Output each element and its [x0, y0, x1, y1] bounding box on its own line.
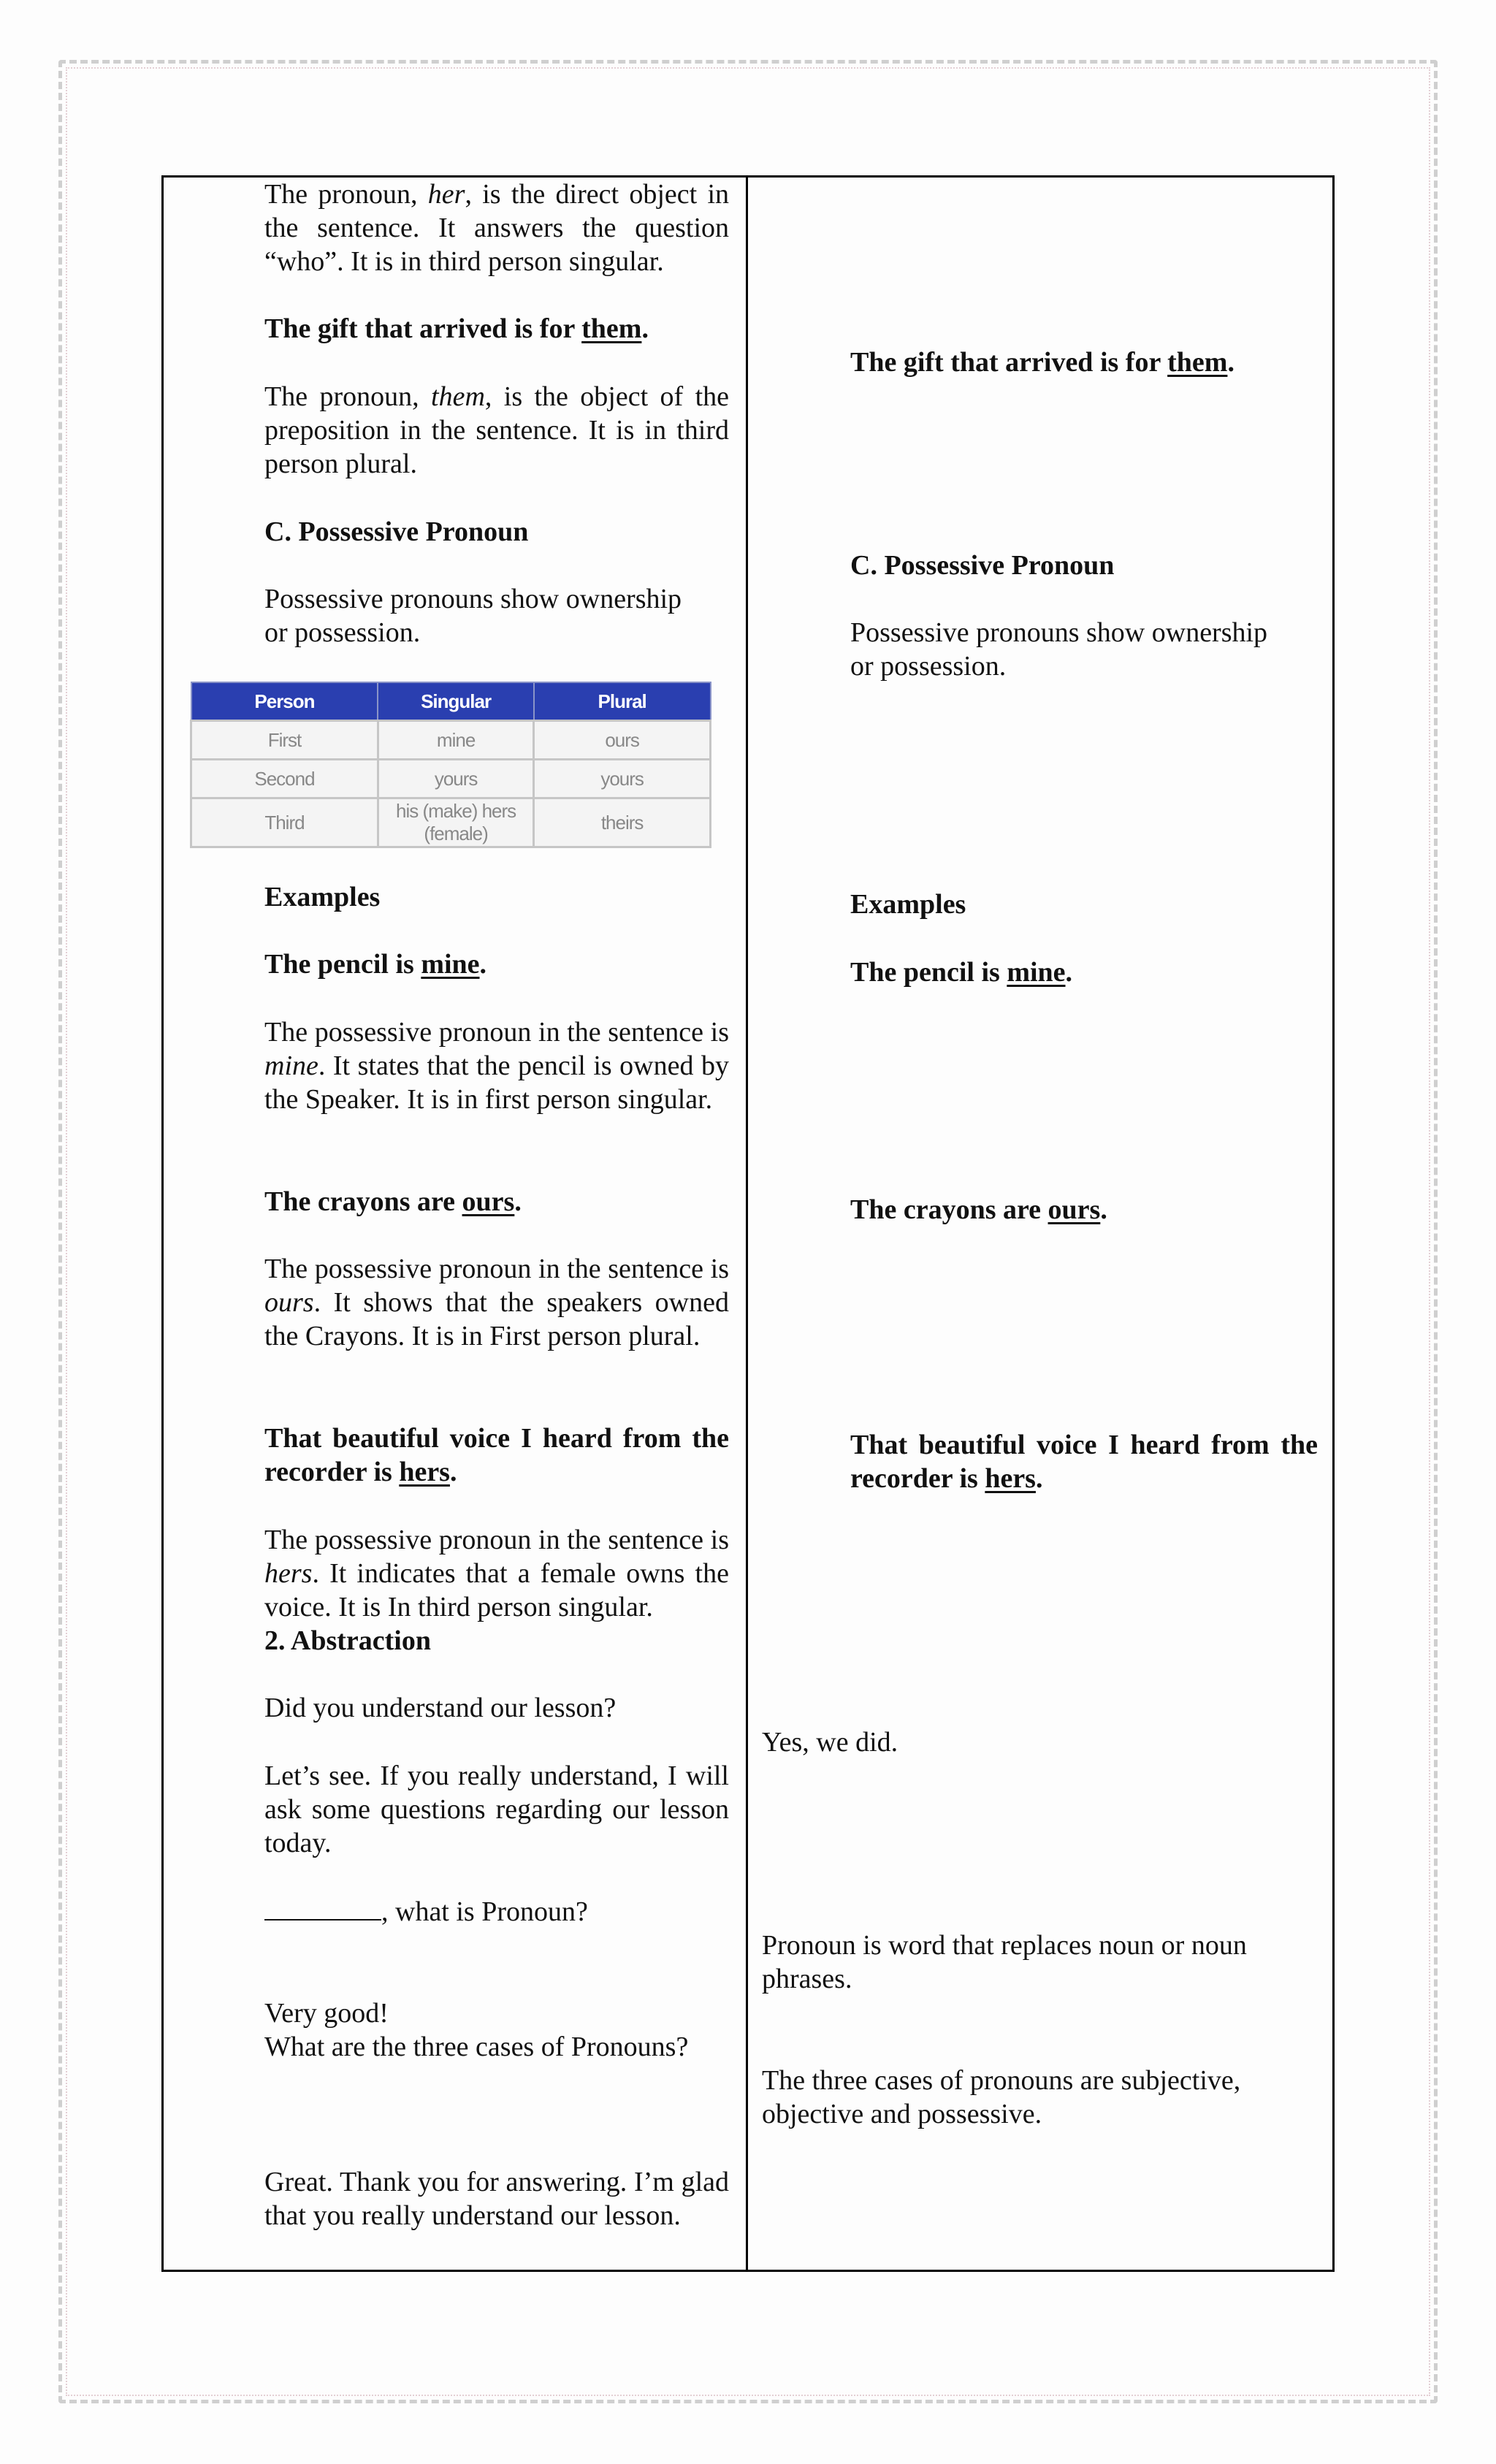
table-row [191, 760, 711, 798]
pencil-example-right: The pencil is mine. [850, 957, 1073, 988]
heading-possessive-pronoun-right: C. Possessive Pronoun [850, 550, 1115, 581]
examples-heading-right: Examples [850, 889, 966, 920]
pencil-example: The pencil is mine. [264, 949, 487, 980]
question-lets-see: Let’s see. If you really understand, I will ask some questions regarding our lesson today. [264, 1761, 729, 1858]
name-blank [264, 1897, 381, 1921]
table-cell: his (make) hers (female) [378, 798, 533, 847]
pencil-explanation: The possessive pronoun in the sentence is mine. It states that the pencil is owned by the Speaker. It is in first person singular. [264, 1017, 729, 1115]
her-explanation: The pronoun, her, is the direct object in the sentence. It answers the question “who”. It is in third person singular. [264, 179, 730, 277]
table-row [191, 798, 711, 847]
crayons-explanation: The possessive pronoun in the sentence is ours. It shows that the speakers owned the Crayons. It is in First person plural. [264, 1254, 729, 1351]
crayons-example: The crayons are ours. [264, 1186, 522, 1217]
closing-remark: Great. Thank you for answering. I’m glad that you really understand our lesson. [264, 2167, 729, 2231]
table-cell: theirs [534, 798, 711, 847]
examples-heading: Examples [264, 882, 381, 912]
heading-abstraction: 2. Abstraction [264, 1625, 431, 1656]
them-explanation: The pronoun, them, is the object of the preposition in the sentence. It is in third person plural. [264, 381, 730, 479]
gift-example: The gift that arrived is for them. [264, 313, 649, 344]
table-row [191, 721, 711, 760]
possessive-definition-right: Possessive pronouns show ownership or possession. [850, 617, 1268, 682]
table-cell: mine [378, 721, 533, 760]
table-cell: ours [534, 721, 711, 760]
answer-pronoun-definition: Pronoun is word that replaces noun or noun phrases. [762, 1930, 1247, 1994]
question-three-cases: What are the three cases of Pronouns? [264, 2032, 689, 2062]
voice-example-right: That beautiful voice I heard from the recorder is hers. [850, 1430, 1318, 1494]
table-cell: First [191, 721, 378, 760]
gift-example-right: The gift that arrived is for them. [850, 347, 1234, 378]
possessive-pronoun-table [190, 682, 711, 848]
voice-explanation: The possessive pronoun in the sentence is hers. It indicates that a female owns the voice. It is In third person singular. [264, 1525, 729, 1622]
question-what-is-pronoun: , what is Pronoun? [264, 1895, 729, 1929]
table-header: Person [191, 682, 378, 721]
question-understand: Did you understand our lesson? [264, 1693, 617, 1723]
table-cell: yours [378, 760, 533, 798]
crayons-example-right: The crayons are ours. [850, 1194, 1107, 1225]
table-cell: yours [534, 760, 711, 798]
very-good: Very good! [264, 1998, 389, 2029]
table-cell: Third [191, 798, 378, 847]
heading-possessive-pronoun: C. Possessive Pronoun [264, 516, 529, 547]
table-cell: Second [191, 760, 378, 798]
table-header: Singular [378, 682, 533, 721]
column-divider [746, 175, 748, 2272]
voice-example: That beautiful voice I heard from the recorder is hers. [264, 1423, 729, 1487]
possessive-definition: Possessive pronouns show ownership or possession. [264, 584, 682, 648]
answer-three-cases: The three cases of pronouns are subjective, objective and possessive. [762, 2065, 1241, 2129]
table-header-row [191, 682, 711, 721]
answer-yes: Yes, we did. [762, 1727, 898, 1758]
table-header: Plural [534, 682, 711, 721]
